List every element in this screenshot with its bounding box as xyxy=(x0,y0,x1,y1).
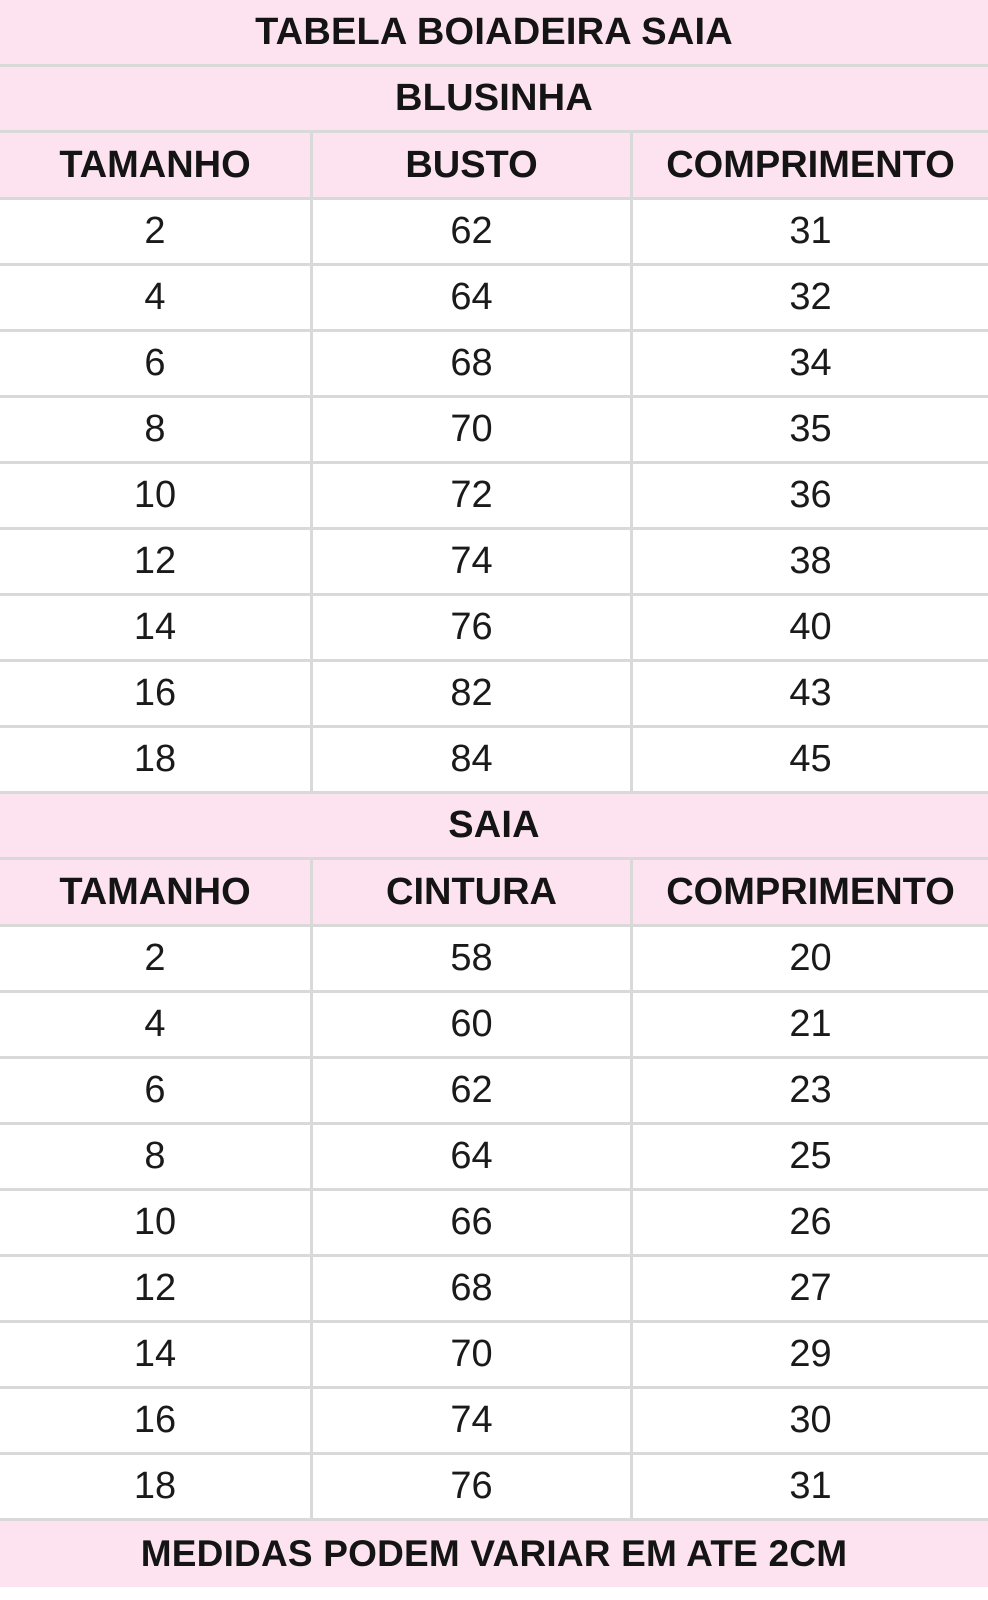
size-cell: 6 xyxy=(0,332,313,395)
measure-cell: 64 xyxy=(313,1125,633,1188)
size-cell: 8 xyxy=(0,1125,313,1188)
measure-cell: 70 xyxy=(313,398,633,461)
blusinha-header-row xyxy=(0,133,988,200)
saia-section-row xyxy=(0,794,988,860)
measure-cell: 62 xyxy=(313,200,633,263)
size-cell: 4 xyxy=(0,993,313,1056)
measure-cell: 72 xyxy=(313,464,633,527)
size-cell: 12 xyxy=(0,1257,313,1320)
size-cell: 14 xyxy=(0,596,313,659)
table-row xyxy=(0,266,988,332)
length-cell: 20 xyxy=(789,937,832,979)
table-row xyxy=(0,596,988,662)
table-row xyxy=(0,530,988,596)
table-row xyxy=(0,1455,988,1521)
page-title: TABELA BOIADEIRA SAIA xyxy=(255,10,733,53)
blusinha-rows xyxy=(0,200,988,794)
measure-cell: 66 xyxy=(313,1191,633,1254)
table-row xyxy=(0,1191,988,1257)
size-cell: 10 xyxy=(0,464,313,527)
length-cell: 36 xyxy=(789,474,832,516)
size-cell: 6 xyxy=(0,1059,313,1122)
measure-cell: 64 xyxy=(313,266,633,329)
saia-col-comprimento: COMPRIMENTO xyxy=(666,870,955,913)
size-cell: 14 xyxy=(0,1323,313,1386)
table-row xyxy=(0,1257,988,1323)
size-cell: 2 xyxy=(0,927,313,990)
blusinha-col-tamanho: TAMANHO xyxy=(0,133,313,197)
measure-cell: 60 xyxy=(313,993,633,1056)
length-cell: 38 xyxy=(789,540,832,582)
blusinha-col-comprimento: COMPRIMENTO xyxy=(666,143,955,186)
size-cell: 16 xyxy=(0,662,313,725)
measure-cell: 70 xyxy=(313,1323,633,1386)
length-cell: 25 xyxy=(789,1135,832,1177)
table-row xyxy=(0,662,988,728)
blusinha-table xyxy=(0,67,988,794)
table-row xyxy=(0,200,988,266)
length-cell: 31 xyxy=(789,1465,832,1507)
length-cell: 30 xyxy=(789,1399,832,1441)
title-row xyxy=(0,0,988,67)
size-cell: 4 xyxy=(0,266,313,329)
length-cell: 29 xyxy=(789,1333,832,1375)
size-cell: 16 xyxy=(0,1389,313,1452)
measure-cell: 62 xyxy=(313,1059,633,1122)
table-row xyxy=(0,993,988,1059)
measure-cell: 68 xyxy=(313,1257,633,1320)
length-cell: 31 xyxy=(789,210,832,252)
measure-cell: 74 xyxy=(313,530,633,593)
table-row xyxy=(0,1323,988,1389)
length-cell: 26 xyxy=(789,1201,832,1243)
size-cell: 18 xyxy=(0,728,313,791)
table-row xyxy=(0,1059,988,1125)
table-row xyxy=(0,398,988,464)
length-cell: 43 xyxy=(789,672,832,714)
size-cell: 12 xyxy=(0,530,313,593)
measure-cell: 84 xyxy=(313,728,633,791)
saia-col-tamanho: TAMANHO xyxy=(0,860,313,924)
size-cell: 2 xyxy=(0,200,313,263)
table-row xyxy=(0,1389,988,1455)
saia-heading: SAIA xyxy=(448,804,540,846)
saia-rows xyxy=(0,927,988,1521)
measure-cell: 76 xyxy=(313,596,633,659)
size-cell: 18 xyxy=(0,1455,313,1518)
saia-col-cintura: CINTURA xyxy=(313,860,633,924)
table-row xyxy=(0,1125,988,1191)
measure-cell: 76 xyxy=(313,1455,633,1518)
table-row xyxy=(0,332,988,398)
table-row xyxy=(0,464,988,530)
size-cell: 8 xyxy=(0,398,313,461)
length-cell: 27 xyxy=(789,1267,832,1309)
length-cell: 34 xyxy=(789,342,832,384)
length-cell: 32 xyxy=(789,276,832,318)
footer-note: MEDIDAS PODEM VARIAR EM ATE 2CM xyxy=(140,1533,848,1574)
length-cell: 45 xyxy=(789,738,832,780)
length-cell: 35 xyxy=(789,408,832,450)
table-row xyxy=(0,927,988,993)
size-cell: 10 xyxy=(0,1191,313,1254)
saia-table xyxy=(0,794,988,1521)
measure-cell: 74 xyxy=(313,1389,633,1452)
length-cell: 21 xyxy=(789,1003,832,1045)
length-cell: 23 xyxy=(789,1069,832,1111)
measure-cell: 58 xyxy=(313,927,633,990)
measure-cell: 82 xyxy=(313,662,633,725)
saia-header-row xyxy=(0,860,988,927)
blusinha-heading: BLUSINHA xyxy=(395,77,593,119)
table-row xyxy=(0,728,988,794)
footer-row xyxy=(0,1521,988,1587)
length-cell: 40 xyxy=(789,606,832,648)
measure-cell: 68 xyxy=(313,332,633,395)
blusinha-col-busto: BUSTO xyxy=(313,133,633,197)
blusinha-section-row xyxy=(0,67,988,133)
